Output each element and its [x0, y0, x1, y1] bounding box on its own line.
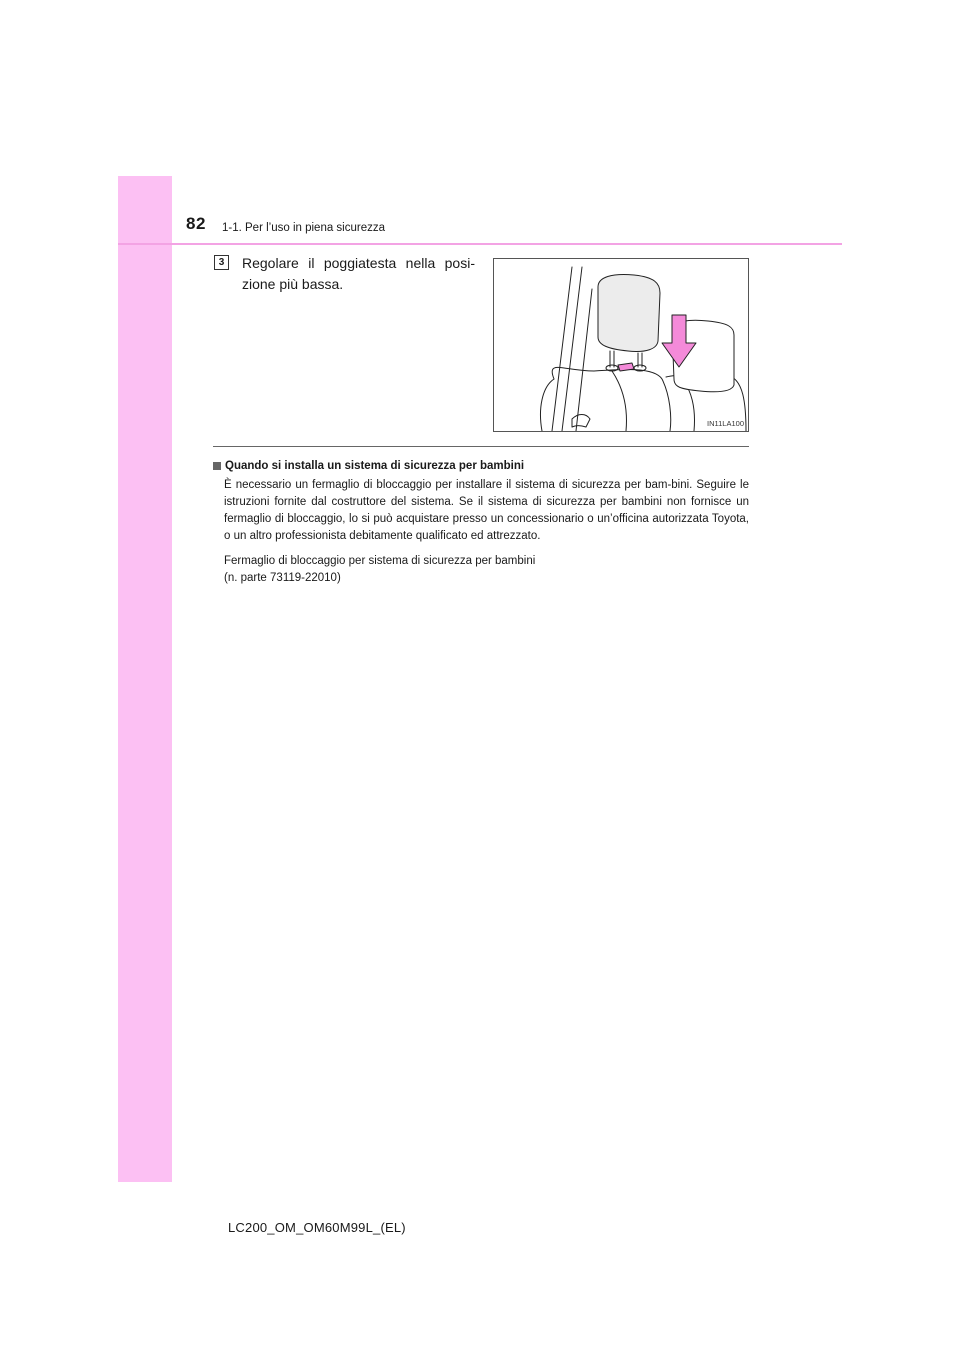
section-title: 1-1. Per l’uso in piena sicurezza	[222, 222, 385, 234]
note-heading	[213, 458, 749, 474]
page-number: 82	[186, 214, 206, 233]
note-heading-text: Quando si installa un sistema di sicurezza per bambini	[225, 460, 525, 472]
headrest-illustration	[493, 258, 749, 432]
content-divider	[213, 446, 749, 447]
step-instruction: Regolare il poggiatesta nella posi-zione più bassa.	[242, 255, 475, 292]
child-restraint-note	[213, 458, 749, 595]
side-color-band	[118, 176, 172, 1182]
part-number: (n. parte 73119-22010)	[224, 572, 341, 584]
part-number-info	[224, 553, 749, 587]
square-bullet-icon	[213, 462, 221, 470]
header-divider	[118, 243, 842, 245]
seat-drawing	[494, 259, 748, 431]
step-number-badge: 3	[214, 255, 229, 270]
note-body	[224, 477, 749, 587]
figure-code: IN11LA100	[707, 419, 744, 428]
part-description: Fermaglio di bloccaggio per sistema di sicurezza per bambini	[224, 555, 536, 567]
document-code: LC200_OM_OM60M99L_(EL)	[228, 1220, 406, 1235]
note-paragraph: È necessario un fermaglio di bloccaggio per installare il sistema di sicurezza per bam-bini. Seguire le istruzioni fornite dal costruttore del sistema. Se il sistema di sicurezza per bambini non fornisce un fermaglio di bloccaggio, lo si può acquistare presso un concessionario o un’officina autorizzata Toyota, o un altro professionista debitamente qualificato ed attrezzato.	[224, 479, 749, 542]
